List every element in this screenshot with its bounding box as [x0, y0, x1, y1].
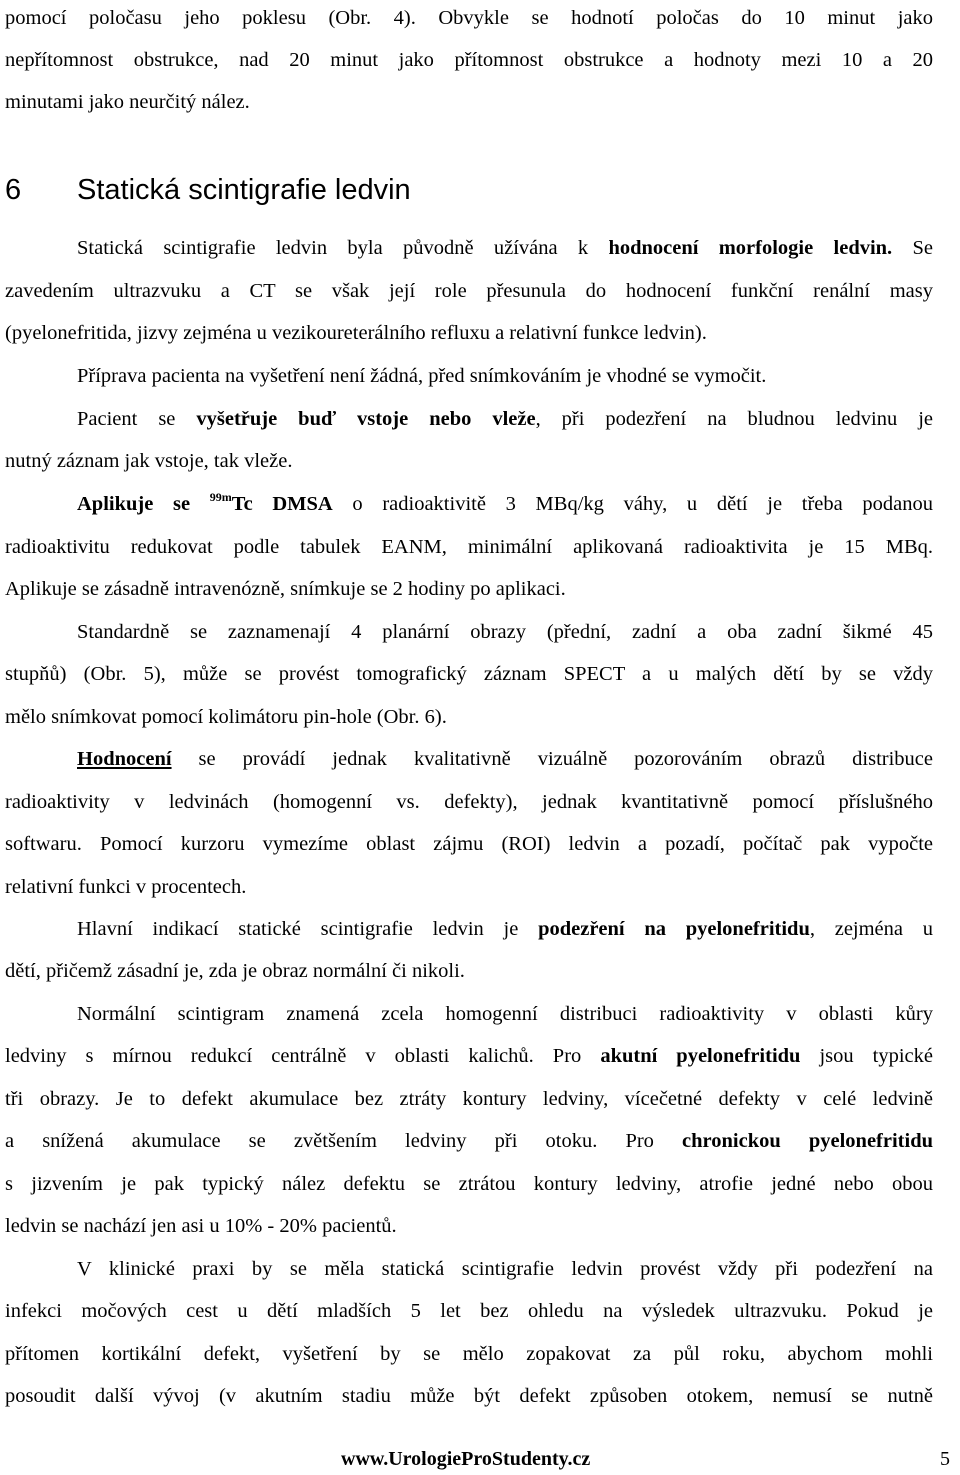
- page-number: 5: [940, 1448, 950, 1470]
- text-line: dětí, přičemž zásadní je, zda je obraz normální či nikoli.: [5, 960, 465, 982]
- text-line: přítomen kortikální defekt, vyšetření by se mělo zopakovat za půl roku, abychom mohli: [5, 1343, 933, 1365]
- section-title: Statická scintigrafie ledvin: [77, 174, 411, 206]
- text-run: Se: [892, 237, 933, 259]
- text-line: Aplikuje se zásadně intravenózně, snímkuje se 2 hodiny po aplikaci.: [5, 578, 566, 600]
- footer-url: www.UrologieProStudenty.cz: [341, 1448, 591, 1470]
- text-line: softwaru. Pomocí kurzoru vymezíme oblast zájmu (ROI) ledvin a pozadí, počítač pak vypočte: [5, 833, 933, 855]
- text-line: [77, 914, 933, 944]
- text-line: stupňů) (Obr. 5), může se provést tomografický záznam SPECT a u malých dětí by se vždy: [5, 663, 933, 685]
- text-line: [77, 233, 933, 263]
- text-line: [5, 1041, 933, 1071]
- text-line: zavedením ultrazvuku a CT se však její role přesunula do hodnocení funkční renální masy: [5, 280, 933, 302]
- text-line: ledvin se nachází jen asi u 10% - 20% pacientů.: [5, 1215, 397, 1237]
- text-line: Standardně se zaznamenají 4 planární obrazy (přední, zadní a oba zadní šikmé 45: [77, 621, 933, 643]
- text-line: nepřítomnost obstrukce, nad 20 minut jako přítomnost obstrukce a hodnoty mezi 10 a 20: [5, 49, 933, 71]
- superscript: 99m: [209, 490, 232, 504]
- bold-underlined-run: Hodnocení: [77, 748, 172, 770]
- text-line: relativní funkci v procentech.: [5, 876, 247, 898]
- section-number: 6: [5, 174, 22, 206]
- text-line: [77, 404, 933, 434]
- text-line: [77, 489, 933, 519]
- bold-run: Aplikuje se: [77, 493, 210, 515]
- text-run: o radioaktivitě 3 MBq/kg váhy, u dětí je třeba podanou: [332, 493, 934, 515]
- text-line: (pyelonefritida, jizvy zejména u vezikoureterálního refluxu a relativní funkce ledvin).: [5, 322, 707, 344]
- text-line: posoudit další vývoj (v akutním stadiu může být defekt způsoben otokem, nemusí se nutně: [5, 1385, 933, 1407]
- bold-run: Tc DMSA: [231, 493, 333, 515]
- text-run: , při podezření na bludnou ledvinu je: [535, 408, 933, 430]
- text-line: minutami jako neurčitý nález.: [5, 91, 250, 113]
- text-line: pomocí poločasu jeho poklesu (Obr. 4). Obvykle se hodnotí poločas do 10 minut jako: [5, 7, 933, 29]
- bold-run: hodnocení morfologie ledvin.: [608, 237, 893, 259]
- text-line: infekci močových cest u dětí mladších 5 let bez ohledu na výsledek ultrazvuku. Pokud je: [5, 1300, 933, 1322]
- text-line: mělo snímkovat pomocí kolimátoru pin-hole (Obr. 6).: [5, 706, 447, 728]
- text-run: a snížená akumulace se zvětšením ledviny při otoku. Pro: [5, 1130, 683, 1152]
- text-line: tři obrazy. Je to defekt akumulace bez ztráty kontury ledviny, vícečetné defekty v celé ledvině: [5, 1088, 933, 1110]
- text-line: [5, 1126, 933, 1156]
- text-line: Normální scintigram znamená zcela homogenní distribuci radioaktivity v oblasti kůry: [77, 1003, 933, 1025]
- bold-run: chronickou pyelonefritidu: [682, 1130, 934, 1152]
- text-run: Statická scintigrafie ledvin byla původně užívána k: [77, 237, 609, 259]
- bold-run: podezření na pyelonefritidu: [538, 918, 810, 940]
- bold-run: vyšetřuje buď vstoje nebo vleže: [196, 408, 536, 430]
- text-run: jsou typické: [800, 1045, 934, 1067]
- text-line: nutný záznam jak vstoje, tak vleže.: [5, 450, 293, 472]
- text-line: s jizvením je pak typický nález defektu se ztrátou kontury ledviny, atrofie jedné nebo obou: [5, 1173, 933, 1195]
- text-run: se provádí jednak kvalitativně vizuálně pozorováním obrazů distribuce: [171, 748, 933, 770]
- text-run: ledviny s mírnou redukcí centrálně v oblasti kalichů. Pro: [5, 1045, 601, 1067]
- text-line: [77, 744, 933, 774]
- section-heading: [5, 170, 411, 210]
- text-run: Hlavní indikací statické scintigrafie ledvin je: [77, 918, 539, 940]
- text-run: , zejména u: [809, 918, 933, 940]
- text-line: radioaktivitu redukovat podle tabulek EANM, minimální aplikovaná radioaktivita je 15 MBq.: [5, 536, 933, 558]
- text-line: radioaktivity v ledvinách (homogenní vs. defekty), jednak kvantitativně pomocí příslušného: [5, 791, 933, 813]
- text-run: Pacient se: [77, 408, 197, 430]
- text-line: Příprava pacienta na vyšetření není žádná, před snímkováním je vhodné se vymočit.: [77, 365, 767, 387]
- bold-run: akutní pyelonefritidu: [600, 1045, 801, 1067]
- text-line: V klinické praxi by se měla statická scintigrafie ledvin provést vždy při podezření na: [77, 1258, 933, 1280]
